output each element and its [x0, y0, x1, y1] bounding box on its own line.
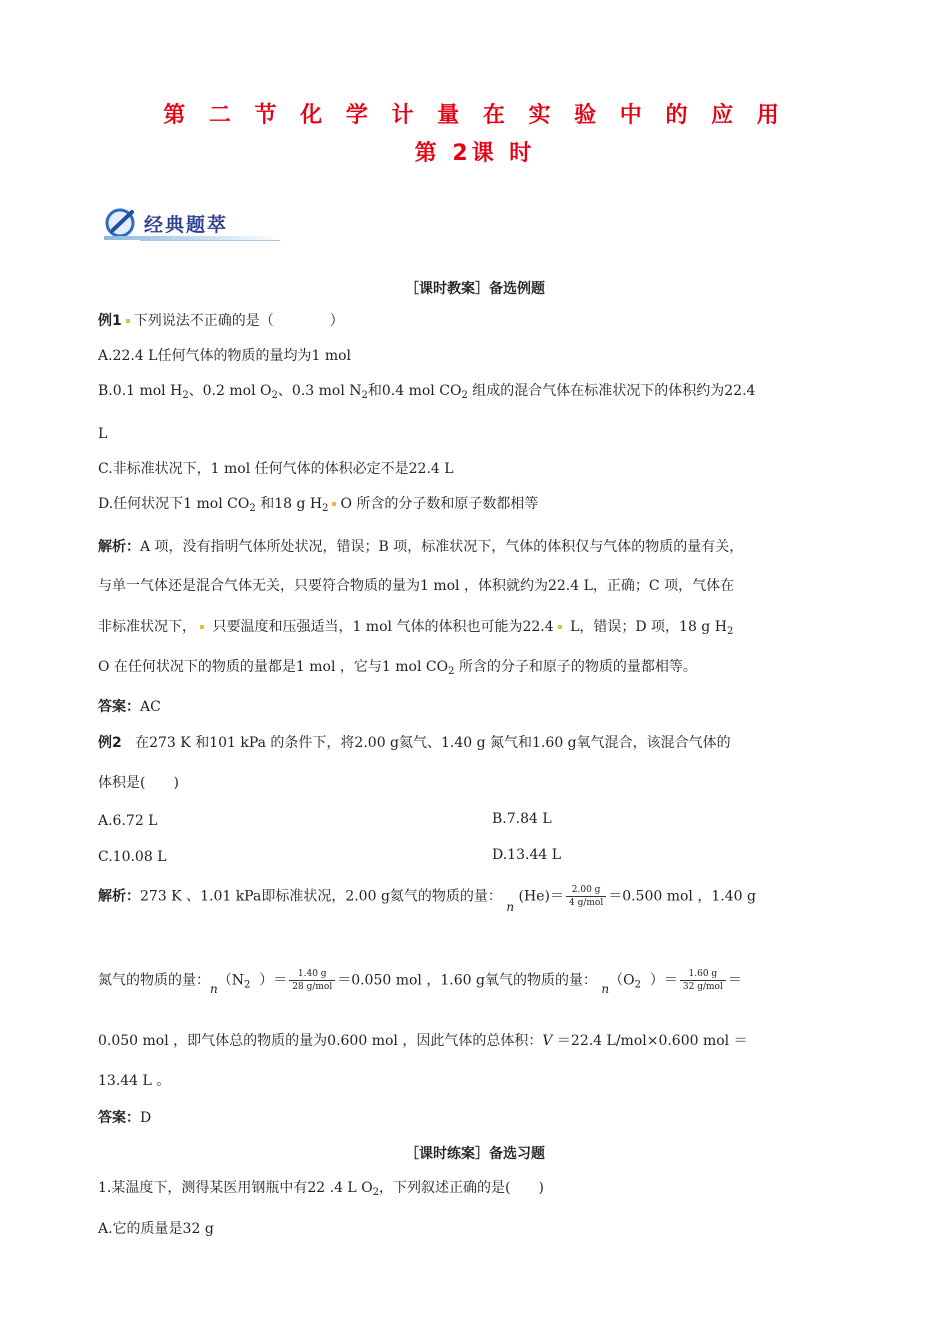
example1-option-a: A.22.4 L任何气体的物质的量均为1 mol — [98, 348, 352, 364]
example1-option-b: B.0.1 mol $H_2$、0.2 mol $O_2$、0.3 mol $N_2$和0.4 mol $CO_2$ 组成的混合气体在标准状况下的体积约为22.4 — [98, 383, 756, 401]
marker-dot — [332, 502, 336, 506]
example2-option-d: D.13.44 L — [492, 847, 562, 863]
pen-circle-icon — [104, 206, 144, 240]
example2-option-c: C.10.08 L — [98, 849, 167, 865]
example2-analysis-line4: 13.44 L 。 — [98, 1073, 171, 1089]
fraction-oxygen: $\frac{1.60 g}{\text{32 g/mol}}$ — [680, 968, 726, 993]
example1-analysis-line2: 与单一气体还是混合气体无关，只要符合物质的量为1 mol ，体积就约为22.4 L，正确；C 项，气体在 — [98, 578, 735, 594]
question1-option-a: A.它的质量是32 g — [98, 1221, 214, 1237]
example1-option-c: C.非标准状况下，1 mol 任何气体的体积必定不是22.4 L — [98, 461, 454, 477]
example1-answer-value: AC — [140, 699, 161, 715]
section-heading-exercises: ［课时练案］备选习题 — [405, 1146, 545, 1162]
section-banner — [100, 206, 282, 242]
fraction-helium: $\frac{2.00 g}{\text{4 g/mol}}$ — [566, 884, 606, 909]
example2-analysis-line3: 0.050 mol ，即气体总的物质的量为0.600 mol ，因此气体的总体积：V ＝22.4 L/mol×0.600 mol ＝ — [98, 1033, 748, 1049]
answer-label: 答案： — [98, 1110, 140, 1126]
page-subtitle: 第 2课 时 — [414, 141, 536, 166]
analysis-label: 解析： — [98, 888, 140, 905]
fraction-nitrogen: $\frac{1.40 g}{\text{28 g/mol}}$ — [289, 968, 335, 993]
banner-underline-thin — [140, 240, 280, 241]
example1-analysis-line1: 解析：A 项，没有指明气体所处状况，错误；B 项，标准状况下，气体的体积仅与气体的物质的量有关， — [98, 539, 744, 555]
example2-question-line1: 例2 在273 K 和101 kPa 的条件下，将2.00 g氦气、1.40 g 氮气和1.60 g氧气混合，该混合气体的 — [98, 735, 731, 751]
example1-question — [98, 311, 344, 331]
example2-question-line2: 体积是( ) — [98, 775, 179, 791]
example1-option-d: D.任何状况下1 mol $CO_2$ 和18 g $H_2$ O 所含的分子数和原子数都相等 — [98, 496, 539, 514]
example2-option-a: A.6.72 L — [98, 813, 158, 829]
example1-question-text: 下列说法不正确的是（ ） — [133, 313, 344, 329]
analysis-label: 解析： — [98, 539, 140, 555]
marker-dot — [126, 319, 130, 323]
example2-analysis-line2: 氮气的物质的量：$n(N_2$ ）＝ $\frac{1.40 g}{\text{28 g/mol}}$ ＝0.050 mol ，1.60 g氧气的物质的量： $n(O_2$ ）＝ $\frac{1.60 g}{\text{32 g/mol}}$ ＝ — [98, 969, 742, 996]
example1-analysis-line4: O 在任何状况下的物质的量都是1 mol ，它与1 mol $CO_2$ 所含的分子和原子的物质的量都相等。 — [98, 659, 697, 677]
example2-label: 例2 — [98, 735, 122, 751]
example1-answer — [98, 697, 161, 717]
example1-analysis-line3: 非标准状况下， 只要温度和压强适当，1 mol 气体的体积也可能为22.4 L，错误；D 项，18 g $H_2$ — [98, 619, 734, 637]
marker-dot — [200, 625, 204, 629]
example2-answer-value: D — [140, 1110, 152, 1126]
example2-answer — [98, 1108, 151, 1128]
page-title: 第 二 节 化 学 计 量 在 实 验 中 的 应 用 — [163, 103, 787, 128]
marker-dot — [558, 625, 562, 629]
banner-label: 经典题萃 — [144, 214, 229, 236]
section-heading-lesson-plan: ［课时教案］备选例题 — [405, 281, 545, 297]
example2-analysis-line1: 解析：273 K 、1.01 kPa即标准状况，2.00 g氦气的物质的量： n (He)＝ $\frac{2.00 g}{\text{4 g/mol}}$ ＝0.500 mol ，1.40 g — [98, 885, 756, 914]
question1-stem: 1.某温度下，测得某医用钢瓶中有22 .4 L $O_2$，下列叙述正确的是( ) — [98, 1180, 544, 1198]
answer-label: 答案： — [98, 699, 140, 715]
example2-option-b: B.7.84 L — [492, 811, 552, 827]
example1-label: 例1 — [98, 313, 122, 329]
example1-option-b-continued: L — [98, 426, 108, 442]
